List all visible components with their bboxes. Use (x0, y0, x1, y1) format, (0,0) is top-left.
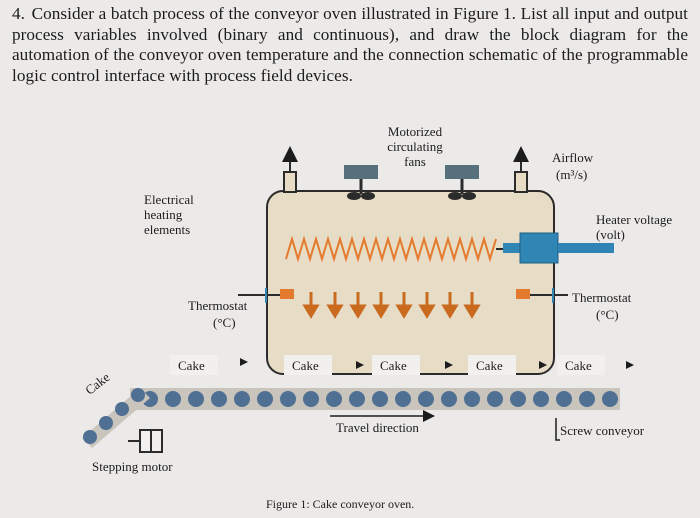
figure-caption: Figure 1: Cake conveyor oven. (266, 497, 415, 511)
question-number: 4. (12, 4, 25, 23)
label-cake-5: Cake (565, 358, 592, 373)
label-electrical-heating: Electrical heating elements (144, 192, 194, 237)
label-thermostat-left: Thermostat (188, 298, 248, 313)
label-cake-3: Cake (380, 358, 407, 373)
label-thermostat-right: Thermostat (572, 290, 632, 305)
label-cake-tilted: Cake (82, 369, 113, 398)
label-airflow: Airflow (552, 150, 594, 165)
label-airflow-unit: (m³/s) (556, 167, 588, 182)
label-cake-4: Cake (476, 358, 503, 373)
conveyor-rollers (142, 391, 618, 407)
oven-body (267, 191, 554, 374)
heater-voltage-actuator (520, 233, 558, 263)
label-cake-1: Cake (178, 358, 205, 373)
label-thermostat-left-unit: (°C) (213, 315, 236, 330)
label-screw-conveyor: Screw conveyor (560, 423, 645, 438)
label-cake-2: Cake (292, 358, 319, 373)
label-thermostat-right-unit: (°C) (596, 307, 619, 322)
label-stepping-motor: Stepping motor (92, 459, 173, 474)
label-travel-direction: Travel direction (336, 420, 419, 435)
stepping-motor (128, 430, 162, 452)
label-motorized-fans: Motorized circulating fans (387, 124, 443, 169)
airflow-duct-left (284, 150, 296, 192)
heater-voltage-shaft (558, 243, 614, 253)
question-body: Consider a batch process of the conveyor oven illustrated in Figure 1. List all input and output process variables involved (binary and continuous), and draw the block diagram for the automation of the conveyor oven temperature and the connection schematic of the programmable logic control interface with process field devices. (12, 4, 688, 85)
label-heater-voltage: Heater voltage (volt) (596, 212, 673, 242)
airflow-duct-right (515, 150, 527, 192)
